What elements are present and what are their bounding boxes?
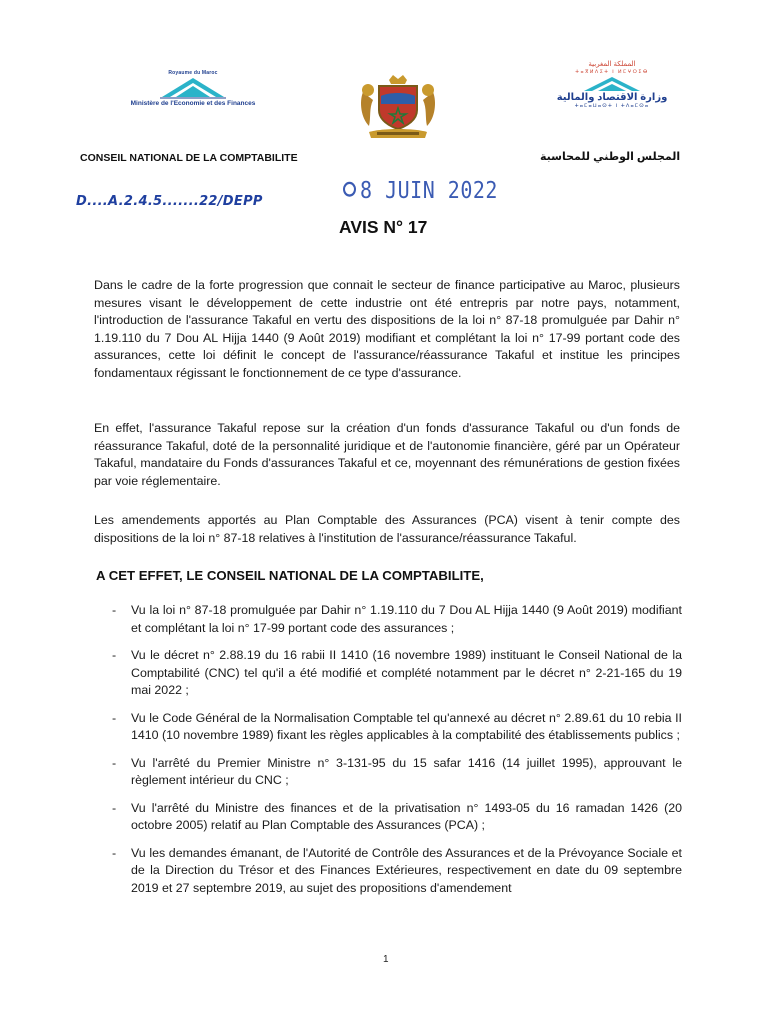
paragraph-1: Dans le cadre de la forte progression que connait le secteur de finance participative au Maroc, plusieurs mesures visant le développement de cette industrie ont été entrepris par notre pays, notamment, l'introduction de l'assurance Takaful en vertu des dispositions de la loi n° 87-18 promulguée par Dahir n° 1.19.110 du 7 Dou AL Hijja 1440 (9 Août 2019) modifiant et complétant la loi n° 17-99 portant code des assurances, cette loi définit le concept de l'assurance/réassurance Takaful et institue les principes fondamentaux régissant le fonctionnement de ce type d'assurance. (94, 278, 680, 380)
list-item (106, 647, 682, 700)
council-name-french: CONSEIL NATIONAL DE LA COMPTABILITE (80, 152, 298, 164)
ministry-logo-right (538, 60, 686, 122)
list-item (106, 602, 682, 637)
paragraph-3: Les amendements apportés au Plan Comptable des Assurances (PCA) visent à tenir compte des dispositions de la loi n° 87-18 relatives à l'institution de l'assurance/réassurance Takaful. (94, 513, 680, 545)
pyramid-logo-icon (158, 77, 228, 99)
document-title: AVIS N° 17 (339, 217, 428, 237)
list-dash: - (112, 710, 117, 725)
list-item-text: Vu le Code Général de la Normalisation Comptable tel qu'annexé au décret n° 2.89.61 du 10 rebia II 1410 (10 novembre 1989) fixant les règles applicables à la comptabilité des établissements publics ; (131, 710, 682, 742)
list-item-text: Vu le décret n° 2.88.19 du 16 rabii II 1410 (16 novembre 1989) instituant le Conseil National de la Comptabilité (CNC) tel qu'il a été modifié et complété notamment par le décret n° 2-21-165 du 19 mai 2022 ; (131, 648, 682, 697)
list-dash: - (112, 648, 117, 662)
ministry-name-tifinagh: ⵜⴰⵎⴰⵡⴰⵙⵜ ⵏ ⵜⴷⴰⵎⵙⴰ (574, 103, 650, 109)
date-stamp (343, 176, 498, 204)
list-item (106, 710, 682, 745)
list-item-text: Vu l'arrêté du Premier Ministre n° 3-131-95 du 15 safar 1416 (14 juillet 1995), approuvant le règlement intérieur du CNC ; (131, 755, 682, 787)
page-number: 1 (383, 954, 389, 965)
reference-number: D....A.2.4.5.......22/DEPP (76, 194, 263, 209)
list-item (106, 845, 682, 898)
list-item (106, 800, 682, 835)
kingdom-label: Royaume du Maroc (168, 70, 218, 76)
list-item-text: Vu les demandes émanant, de l'Autorité de Contrôle des Assurances et de la Prévoyance Sociale et de la Direction du Trésor et des Finances Extérieures, respectivement en date du 09 septembre 2019 et 27 septembre 2019, au sujet des propositions d'amendement (131, 845, 682, 895)
list-dash: - (112, 800, 117, 815)
list-item-text: Vu la loi n° 87-18 promulguée par Dahir n° 1.19.110 du 7 Dou AL Hijja 1440 (9 Août 2019) modifiant et complétant la loi n° 17-99 portant code des assurances ; (131, 603, 682, 635)
ministry-name-arabic: وزارة الاقتصاد والمالية (556, 92, 668, 103)
section-heading: A CET EFFET, LE CONSEIL NATIONAL DE LA COMPTABILITE, (96, 568, 484, 583)
kingdom-label-tifinagh: ⵜⴰⴳⵍⴷⵉⵜ ⵏ ⵍⵎⵖⵔⵉⴱ (575, 70, 649, 75)
list-dash: - (112, 603, 117, 617)
council-name-arabic: المجلس الوطني للمحاسبة (540, 151, 681, 163)
stamp-dot-icon (343, 182, 356, 197)
date-stamp-text: 8 JUIN 2022 (360, 176, 498, 204)
pyramid-logo-icon-right (582, 76, 642, 92)
kingdom-label-arabic: المملكة المغربية (588, 61, 636, 68)
paragraph-2: En effet, l'assurance Takaful repose sur la création d'un fonds d'assurance Takaful ou d'un fonds de réassurance Takaful, doté de la personnalité juridique et de l'autonomie financière, géré par un Opérateur Takaful, mandataire du Fonds d'assurances Takaful et ce, moyennant des rémunérations de gestion fixées par voie réglementaire. (94, 421, 680, 488)
list-dash: - (112, 755, 117, 770)
ministry-name: Ministère de l'Economie et des Finances (130, 100, 256, 107)
royal-coat-of-arms-icon (355, 74, 441, 140)
considerations-list (106, 602, 682, 907)
ministry-logo-left (118, 70, 268, 120)
list-item-text: Vu l'arrêté du Ministre des finances et de la privatisation n° 1493-05 du 16 ramadan 1426 (20 octobre 2005) relatif au Plan Comptable des Assurances (PCA) ; (131, 800, 682, 832)
list-dash: - (112, 845, 117, 860)
list-item (106, 755, 682, 790)
